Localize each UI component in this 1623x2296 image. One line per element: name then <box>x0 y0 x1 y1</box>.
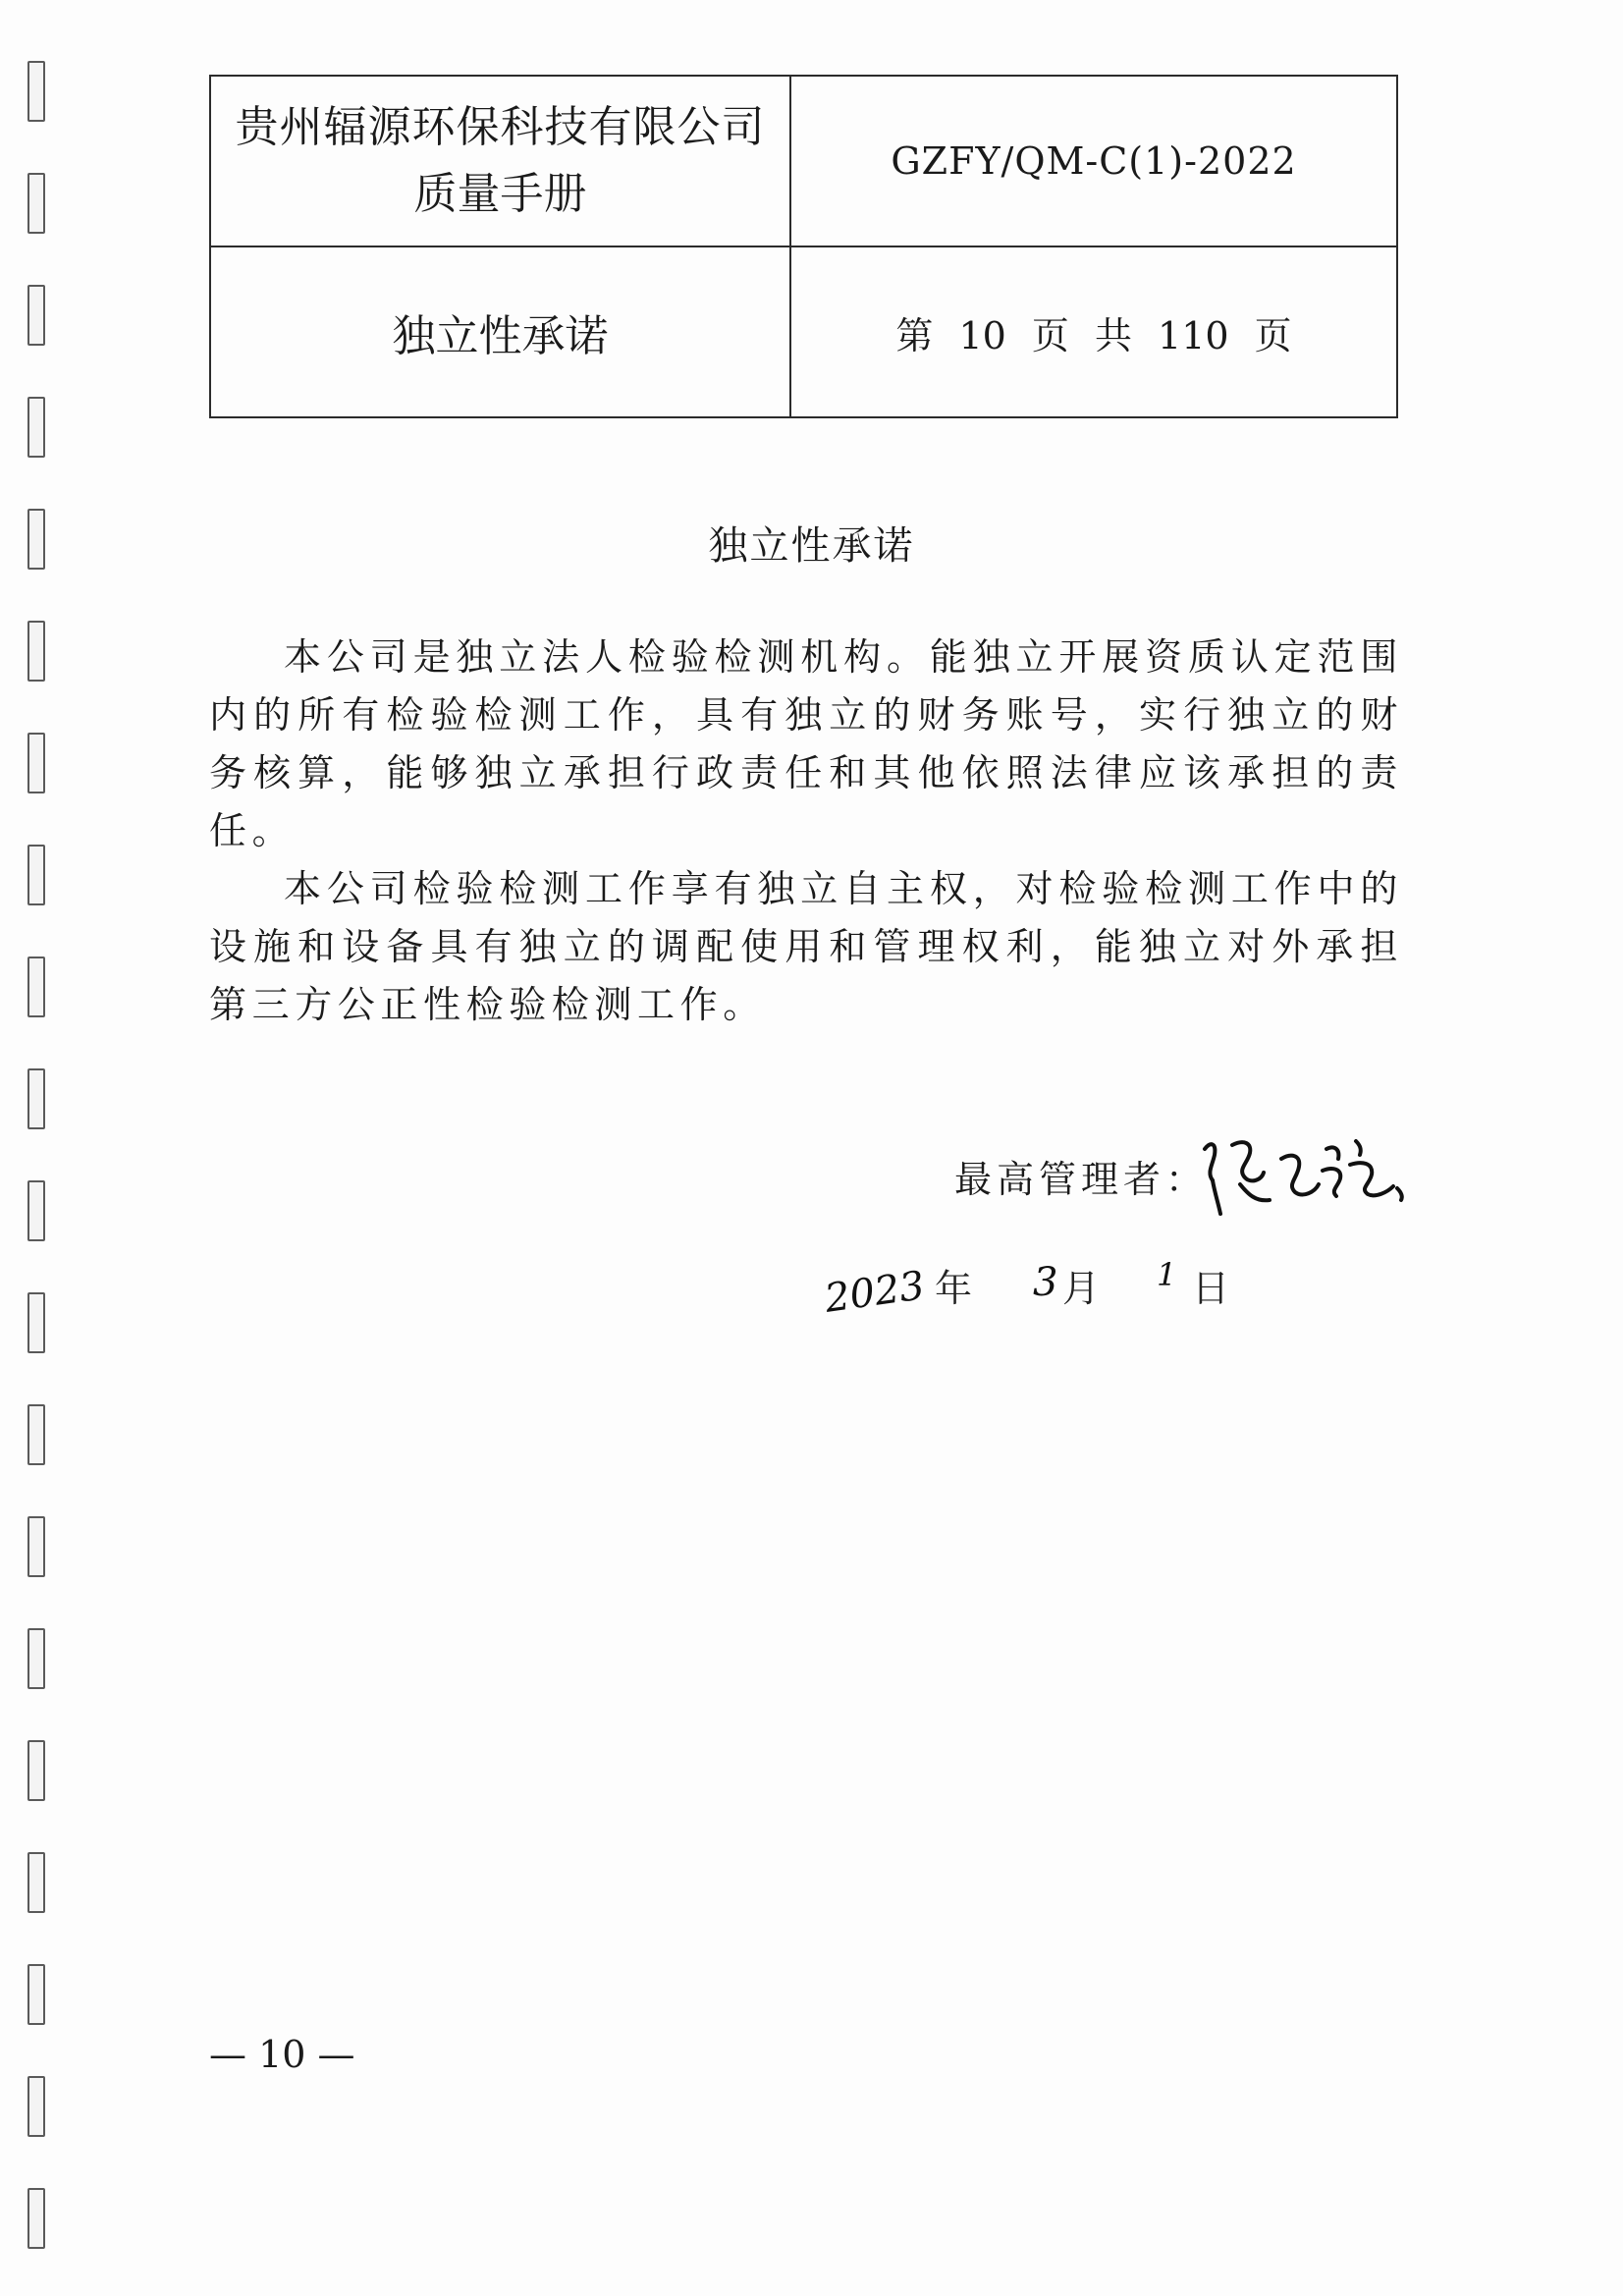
signing-date <box>822 1252 1237 1331</box>
company-name: 贵州辐源环保科技有限公司 <box>235 102 766 152</box>
binding-hole <box>27 1068 45 1129</box>
binding-hole <box>27 1292 45 1353</box>
date-day-unit: 日 <box>1192 1267 1230 1310</box>
handwritten-signature <box>1193 1120 1419 1228</box>
doc-code-cell <box>790 76 1397 246</box>
document-header-table <box>209 75 1398 418</box>
date-year: 2023 <box>822 1263 928 1322</box>
binding-hole <box>27 1516 45 1577</box>
signatory-label: 最高管理者： <box>954 1158 1209 1201</box>
body-text <box>209 629 1403 1034</box>
binding-hole <box>27 173 45 234</box>
binding-hole <box>27 733 45 793</box>
binding-hole <box>27 1964 45 2025</box>
paragraph-2: 本公司检验检测工作享有独立自主权，对检验检测工作中的设施和设备具有独立的调配使用和管理权利，能独立对外承担第三方公正性检验检测工作。 <box>209 867 1403 1026</box>
document-code: GZFY/QM-C(1)-2022 <box>891 139 1297 183</box>
binding-hole <box>27 285 45 346</box>
binding-hole <box>27 957 45 1017</box>
date-year-unit: 年 <box>935 1267 973 1310</box>
binding-hole <box>27 1180 45 1241</box>
binding-hole <box>27 1740 45 1801</box>
date-month: 3 <box>1033 1260 1058 1305</box>
date-month-unit: 月 <box>1062 1267 1101 1310</box>
manual-name: 质量手册 <box>413 169 587 219</box>
paragraph-1: 本公司是独立法人检验检测机构。能独立开展资质认定范围内的所有检验检测工作，具有独立的财务账号，实行独立的财务核算，能够独立承担行政责任和其他依照法律应该承担的责任。 <box>209 635 1403 852</box>
page-number-footer: — 10 — <box>209 2033 355 2076</box>
binding-hole <box>27 2076 45 2137</box>
company-cell <box>210 76 790 246</box>
binding-hole <box>27 2188 45 2249</box>
date-day: 1 <box>1157 1256 1177 1293</box>
page-info: 第 10 页 共 110 页 <box>895 313 1292 357</box>
binding-hole <box>27 1852 45 1913</box>
binding-hole <box>27 1628 45 1689</box>
binding-hole <box>27 61 45 122</box>
section-cell <box>210 246 790 417</box>
binding-hole <box>27 845 45 905</box>
section-name: 独立性承诺 <box>392 311 609 361</box>
page-info-cell <box>790 246 1397 417</box>
binding-hole <box>27 1404 45 1465</box>
binding-strip <box>18 0 57 2296</box>
page-title: 独立性承诺 <box>708 523 915 569</box>
binding-hole <box>27 621 45 682</box>
binding-hole <box>27 397 45 458</box>
